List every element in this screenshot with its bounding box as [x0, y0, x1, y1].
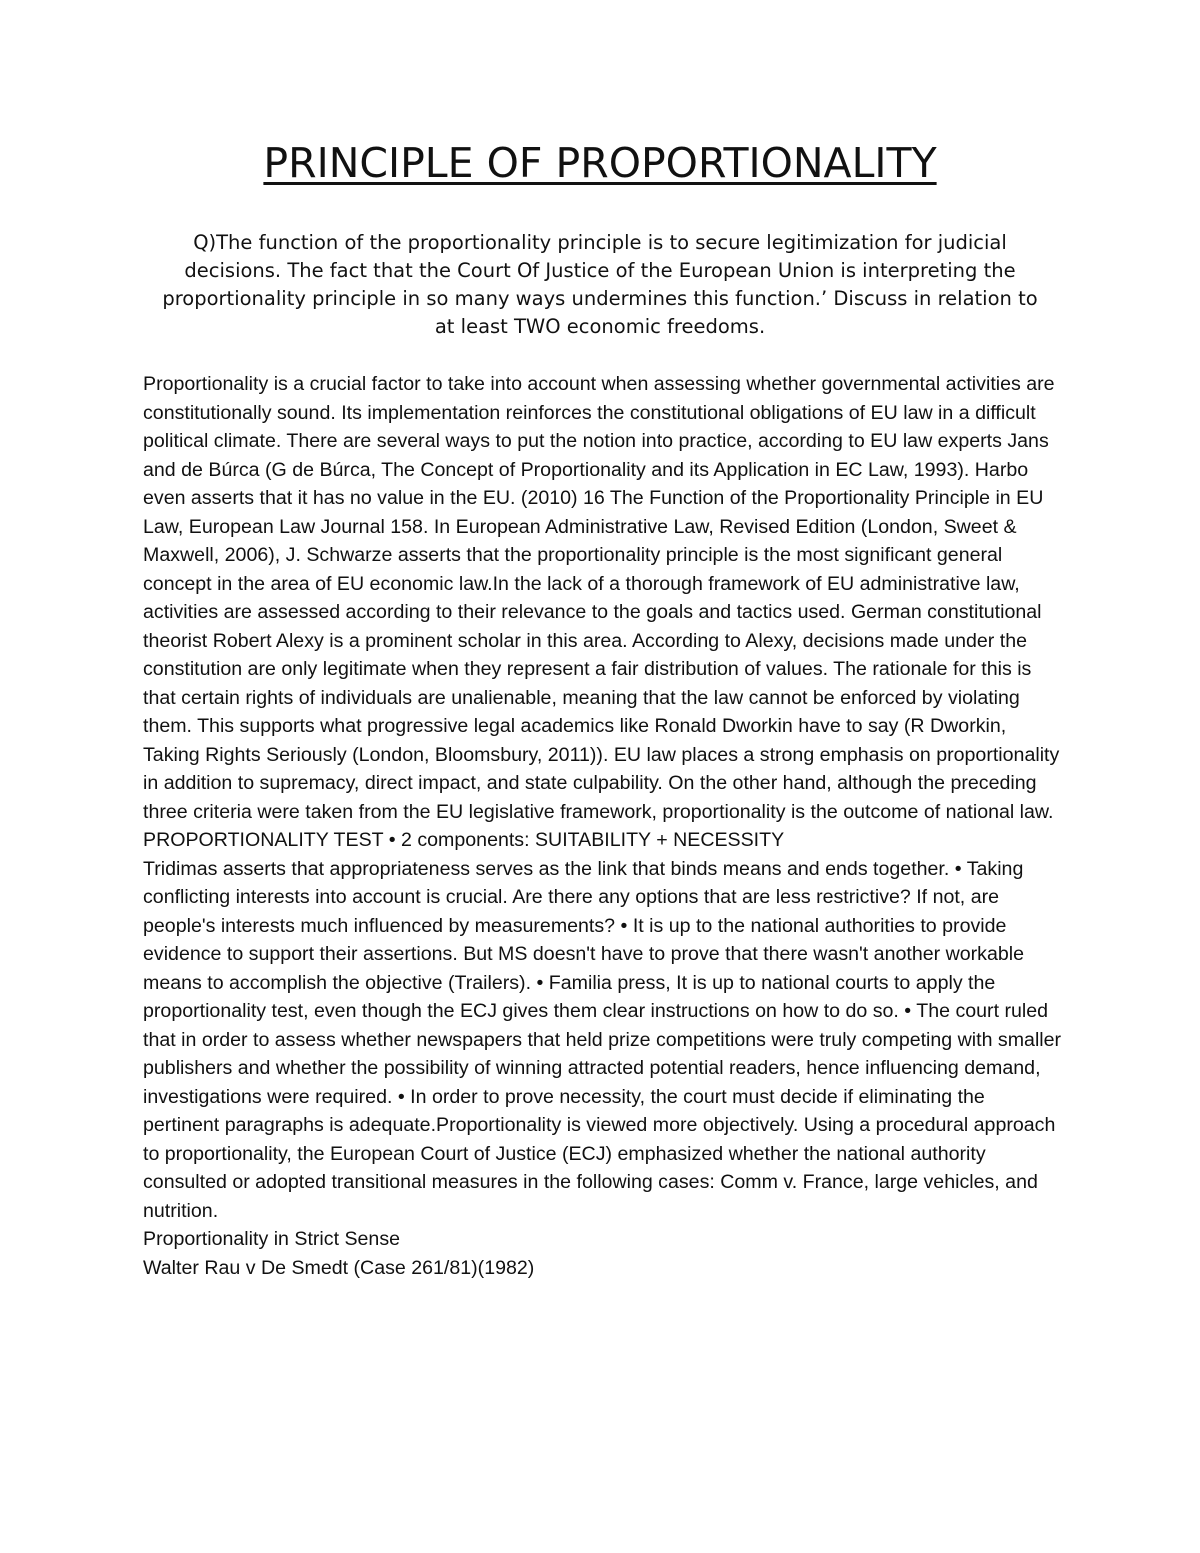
document-body	[143, 370, 1063, 1282]
body-paragraph-test-heading: PROPORTIONALITY TEST • 2 components: SUITABILITY + NECESSITY	[143, 829, 785, 851]
essay-question: Q)The function of the proportionality principle is to secure legitimization for judicial decisions. The fact that the Court Of Justice of the European Union is interpreting the proportionality principle in so many ways undermines this function.’ Discuss in relation to at least TWO economic freedoms.	[162, 231, 1038, 338]
body-paragraph-strict-sense: Proportionality in Strict Sense	[143, 1228, 401, 1250]
body-paragraph-case: Walter Rau v De Smedt (Case 261/81)(1982)	[143, 1256, 535, 1279]
body-paragraph-intro: Proportionality is a crucial factor to take into account when assessing whether governmental activities are constitutionally sound. Its implementation reinforces the constitutional obligations of EU law in a difficult political climate. There are several ways to put the notion into practice, according to EU law experts Jans and de Búrca (G de Búrca, The Concept of Proportionality and its Application in EC Law, 1993). Harbo even asserts that it has no value in the EU. (2010) 16 The Function of the Proportionality Principle in EU Law, European Law Journal 158. In European Administrative Law, Revised Edition (London, Sweet & Maxwell, 2006), J. Schwarze asserts that the proportionality principle is the most significant general concept in the area of EU economic law.In the lack of a thorough framework of EU administrative law, activities are assessed according to their relevance to the goals and tactics used. German constitutional theorist Robert Alexy is a prominent scholar in this area. According to Alexy, decisions made under the constitution are only legitimate when they represent a fair distribution of values. The rationale for this is that certain rights of individuals are unalienable, meaning that the law cannot be enforced by violating them. This supports what progressive legal academics like Ronald Dworkin have to say (R Dworkin, Taking Rights Seriously (London, Bloomsbury, 2011)). EU law places a strong emphasis on proportionality in addition to supremacy, direct impact, and state culpability. On the other hand, although the preceding three criteria were taken from the EU legislative framework, proportionality is the outcome of national law.	[143, 373, 1060, 823]
body-paragraph-tridimas: Tridimas asserts that appropriateness serves as the link that binds means and ends together. • Taking conflicting interests into account is crucial. Are there any options that are less restrictive? If not, are people's interests much influenced by measurements? • It is up to the national authorities to provide evidence to support their assertions. But MS doesn't have to prove that there wasn't another workable means to accomplish the objective (Trailers). • Familia press, It is up to national courts to apply the proportionality test, even though the ECJ gives them clear instructions on how to do so. • The court ruled that in order to assess whether newspapers that held prize competitions were truly competing with smaller publishers and whether the possibility of winning attracted potential readers, hence influencing demand, investigations were required. • In order to prove necessity, the court must decide if eliminating the pertinent paragraphs is adequate.Proportionality is viewed more objectively. Using a procedural approach to proportionality, the European Court of Justice (ECJ) emphasized whether the national authority consulted or adopted transitional measures in the following cases: Comm v. France, large vehicles, and nutrition.	[143, 857, 1062, 1222]
document-title: PRINCIPLE OF PROPORTIONALITY	[263, 139, 937, 187]
